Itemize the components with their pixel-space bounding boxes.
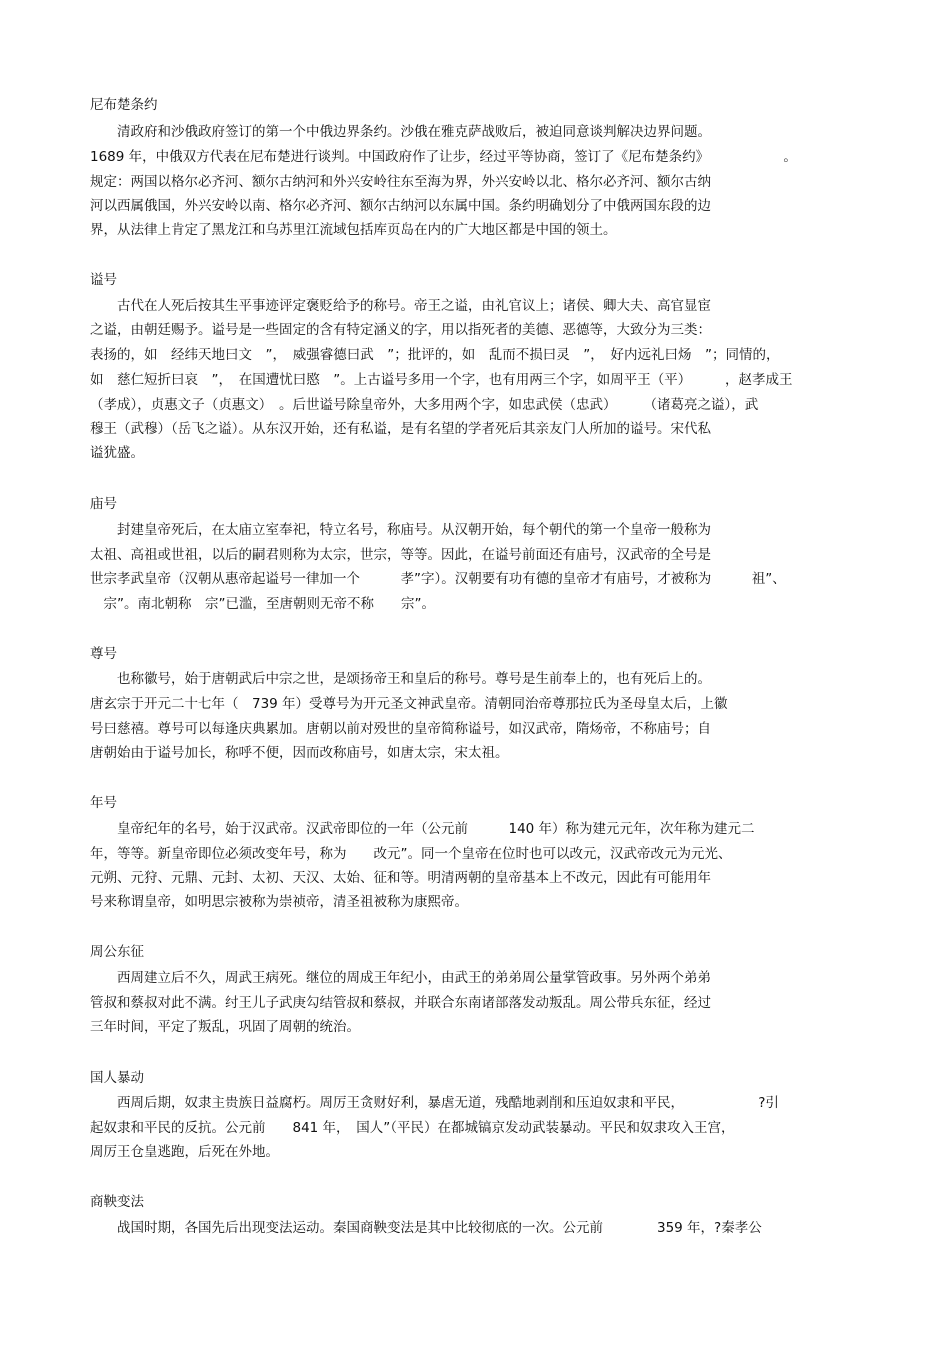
paragraph-line: 三年时间，平定了叛乱，巩固了周朝的统治。: [90, 1019, 360, 1035]
section-title-nerchinsk: 尼布楚条约: [90, 97, 158, 113]
paragraph-line: 河以西属俄国，外兴安岭以南、格尔必齐河、额尔古纳河以东属中国。条约明确划分了中俄两国东段的边: [90, 198, 711, 214]
paragraph-line: 战国时期，各国先后出现变法运动。秦国商鞅变法是其中比较彻底的一次。公元前 359 年，?秦孝公: [90, 1220, 762, 1236]
section-title-shang-yang-reform: 商鞅变法: [90, 1194, 144, 1210]
paragraph-line: 号曰慈禧。尊号可以每逢庆典累加。唐朝以前对殁世的皇帝简称谥号，如汉武帝，隋炀帝，不称庙号；自: [90, 721, 711, 737]
paragraph-line: 穆王（武穆）（岳飞之谥）。从东汉开始，还有私谥，是有名望的学者死后其亲友门人所加的谥号。宋代私: [90, 421, 711, 437]
paragraph-line: 周厉王仓皇逃跑，后死在外地。: [90, 1144, 279, 1160]
section-title-uprising: 国人暴动: [90, 1070, 144, 1086]
paragraph-line: 起奴隶和平民的反抗。公元前 841 年， 国人”（平民）在都城镐京发动武装暴动。平民和奴隶攻入王宫，: [90, 1120, 735, 1136]
paragraph-line: 宗”。南北朝称 宗”已滥，至唐朝则无帝不称 宗”。: [90, 596, 435, 612]
section-title-honorific: 尊号: [90, 646, 117, 662]
section-title-posthumous-name: 谥号: [90, 272, 117, 288]
paragraph-line: 界，从法律上肯定了黑龙江和乌苏里江流域包括库页岛在内的广大地区都是中国的领土。: [90, 222, 617, 238]
paragraph-line: 清政府和沙俄政府签订的第一个中俄边界条约。沙俄在雅克萨战败后，被迫同意谈判解决边界问题。: [90, 124, 711, 140]
paragraph-line: 规定：两国以格尔必齐河、额尔古纳河和外兴安岭往东至海为界，外兴安岭以北、格尔必齐河、额尔古纳: [90, 174, 711, 190]
paragraph-line: 皇帝纪年的名号，始于汉武帝。汉武帝即位的一年（公元前 140 年）称为建元元年，次年称为建元二: [90, 821, 755, 837]
paragraph-line: 如 慈仁短折曰哀 ”， 在国遭忧曰愍 ”。上古谥号多用一个字，也有用两三个字，如周平王（平） ，赵孝成王: [90, 372, 793, 388]
paragraph-line: 唐朝始由于谥号加长，称呼不便，因而改称庙号，如唐太宗，宋太祖。: [90, 745, 509, 761]
paragraph-line: 古代在人死后按其生平事迹评定褒贬给予的称号。帝王之谥，由礼官议上；诸侯、卿大夫、高官显宦: [90, 298, 711, 314]
paragraph-line: 年，等等。新皇帝即位必须改变年号，称为 改元”。同一个皇帝在位时也可以改元，汉武帝改元为元光、: [90, 846, 732, 862]
section-title-duke-zhou: 周公东征: [90, 944, 144, 960]
section-title-era-name: 年号: [90, 795, 117, 811]
paragraph-line: 1689 年，中俄双方代表在尼布楚进行谈判。中国政府作了让步，经过平等协商，签订了《尼布楚条约》 。: [90, 149, 797, 165]
paragraph-line: 西周后期，奴隶主贵族日益腐朽。周厉王贪财好利，暴虐无道，残酷地剥削和压迫奴隶和平民， ?引: [90, 1095, 779, 1111]
paragraph-line: 之谥，由朝廷赐予。谥号是一些固定的含有特定涵义的字，用以指死者的美德、恶德等，大致分为三类：: [90, 322, 711, 338]
section-title-temple-name: 庙号: [90, 496, 117, 512]
paragraph-line: 管叔和蔡叔对此不满。纣王儿子武庚勾结管叔和蔡叔，并联合东南诸部落发动叛乱。周公带兵东征，经过: [90, 995, 711, 1011]
paragraph-line: 也称徽号，始于唐朝武后中宗之世，是颂扬帝王和皇后的称号。尊号是生前奉上的，也有死后上的。: [90, 671, 711, 687]
paragraph-line: 元朔、元狩、元鼎、元封、太初、天汉、太始、征和等。明清两朝的皇帝基本上不改元，因此有可能用年: [90, 870, 711, 886]
paragraph-line: （孝成），贞惠文子（贞惠文） 。后世谥号除皇帝外，大多用两个字，如忠武侯（忠武） （诸葛亮之谥），武: [90, 397, 759, 413]
paragraph-line: 封建皇帝死后，在太庙立室奉祀，特立名号，称庙号。从汉朝开始，每个朝代的第一个皇帝一般称为: [90, 522, 711, 538]
paragraph-line: 表扬的，如 经纬天地曰文 ”， 威强睿德曰武 ”；批评的，如 乱而不损曰灵 ”， 好内远礼曰炀 ”；同情的，: [90, 347, 780, 363]
paragraph-line: 号来称谓皇帝，如明思宗被称为崇祯帝，清圣祖被称为康熙帝。: [90, 894, 468, 910]
paragraph-line: 谥犹盛。: [90, 445, 144, 461]
paragraph-line: 世宗孝武皇帝（汉朝从惠帝起谥号一律加一个 孝”字）。汉朝要有功有德的皇帝才有庙号，才被称为 祖”、: [90, 571, 786, 587]
paragraph-line: 唐玄宗于开元二十七年（ 739 年）受尊号为开元圣文神武皇帝。清朝同治帝尊那拉氏为圣母皇太后，上徽: [90, 696, 728, 712]
paragraph-line: 太祖、高祖或世祖，以后的嗣君则称为太宗，世宗，等等。因此，在谥号前面还有庙号，汉武帝的全号是: [90, 547, 711, 563]
paragraph-line: 西周建立后不久，周武王病死。继位的周成王年纪小，由武王的弟弟周公量掌管政事。另外两个弟弟: [90, 970, 711, 986]
